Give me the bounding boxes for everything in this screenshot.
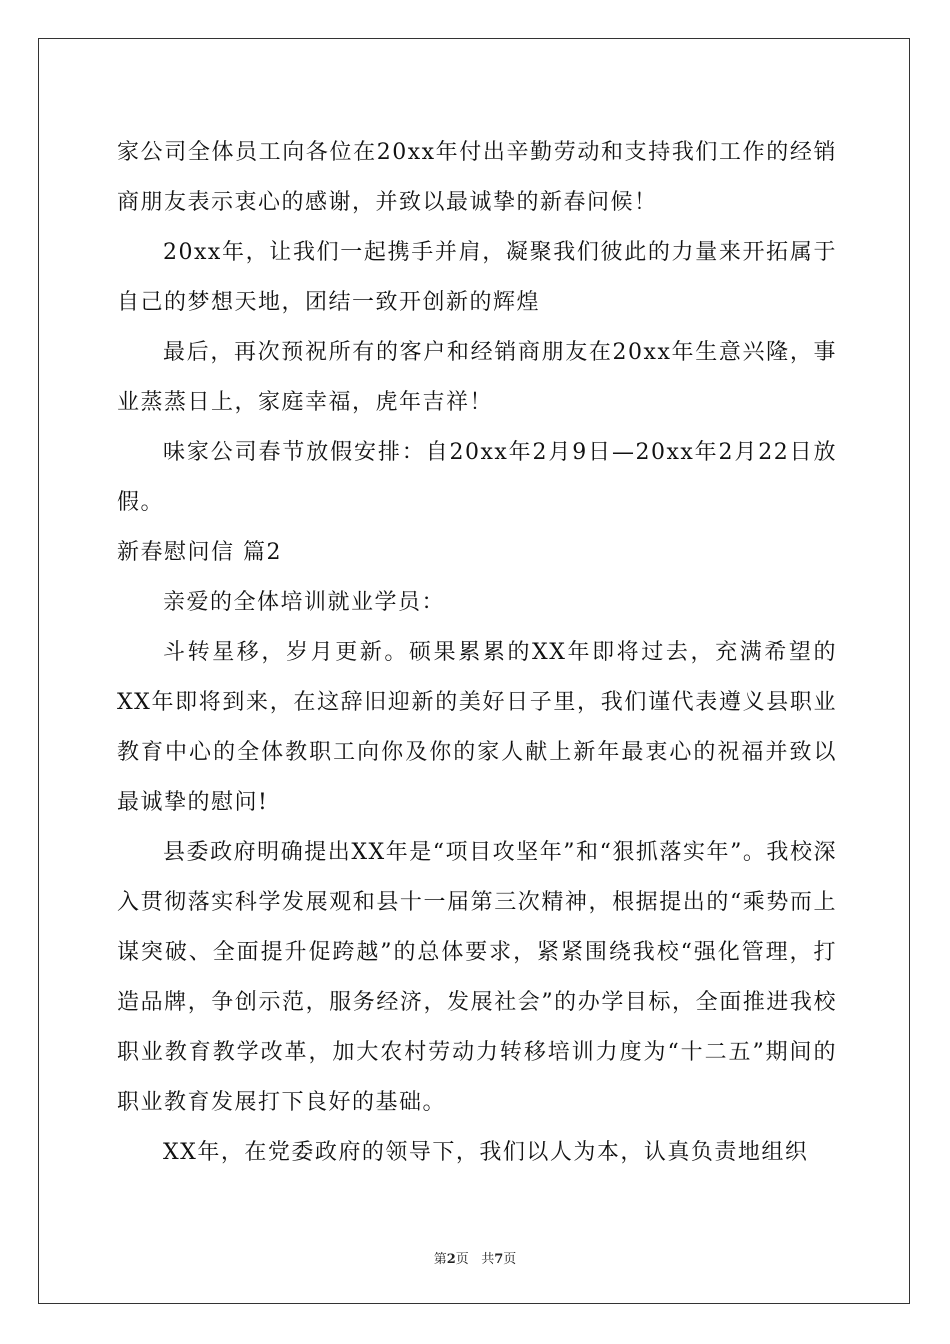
paragraph-together: 20xx年，让我们一起携手并肩，凝聚我们彼此的力量来开拓属于自己的梦想天地，团结一致开创新的辉煌: [117, 240, 837, 315]
footer-suffix: 页: [503, 1252, 517, 1267]
footer-page-number: 2: [446, 1252, 456, 1267]
paragraph-wishes: 最后，再次预祝所有的客户和经销商朋友在20xx年生意兴隆，事业蒸蒸日上，家庭幸福，虎年吉祥！: [117, 340, 837, 415]
footer-mid: 页 共: [455, 1252, 495, 1267]
paragraph-closing: XX年，在党委政府的领导下，我们以人为本，认真负责地组织: [163, 1140, 809, 1165]
paragraph-holiday: 味家公司春节放假安排：自20xx年2月9日—20xx年2月22日放假。: [117, 440, 837, 515]
paragraph-county: 县委政府明确提出XX年是“项目攻坚年”和“狠抓落实年”。我校深入贯彻落实科学发展观和县十一届第三次精神，根据提出的“乘势而上谋突破、全面提升促跨越”的总体要求，紧紧围绕我校“强化管理，打造品牌，争创示范，服务经济，发展社会”的办学目标，全面推进我校职业教育教学改革，加大农村劳动力转移培训力度为“十二五”期间的职业教育发展打下良好的基础。: [117, 840, 837, 1115]
footer-prefix: 第: [433, 1252, 447, 1267]
paragraph-new-year: 斗转星移，岁月更新。硕果累累的XX年即将过去，充满希望的XX年即将到来，在这辞旧迎新的美好日子里，我们谨代表遵义县职业教育中心的全体教职工向你及你的家人献上新年最衷心的祝福并致以最诚挚的慰问!: [117, 640, 837, 815]
footer-total-pages: 7: [494, 1252, 504, 1267]
page-footer: [0, 1248, 950, 1267]
paragraph-greeting: 亲爱的全体培训就业学员：: [163, 590, 446, 615]
section-heading: 新春慰问信 篇2: [117, 540, 282, 565]
paragraph-thanks: 家公司全体员工向各位在20xx年付出辛勤劳动和支持我们工作的经销商朋友表示衷心的感谢，并致以最诚挚的新春问候！: [117, 140, 837, 215]
document-body: [117, 128, 837, 1178]
